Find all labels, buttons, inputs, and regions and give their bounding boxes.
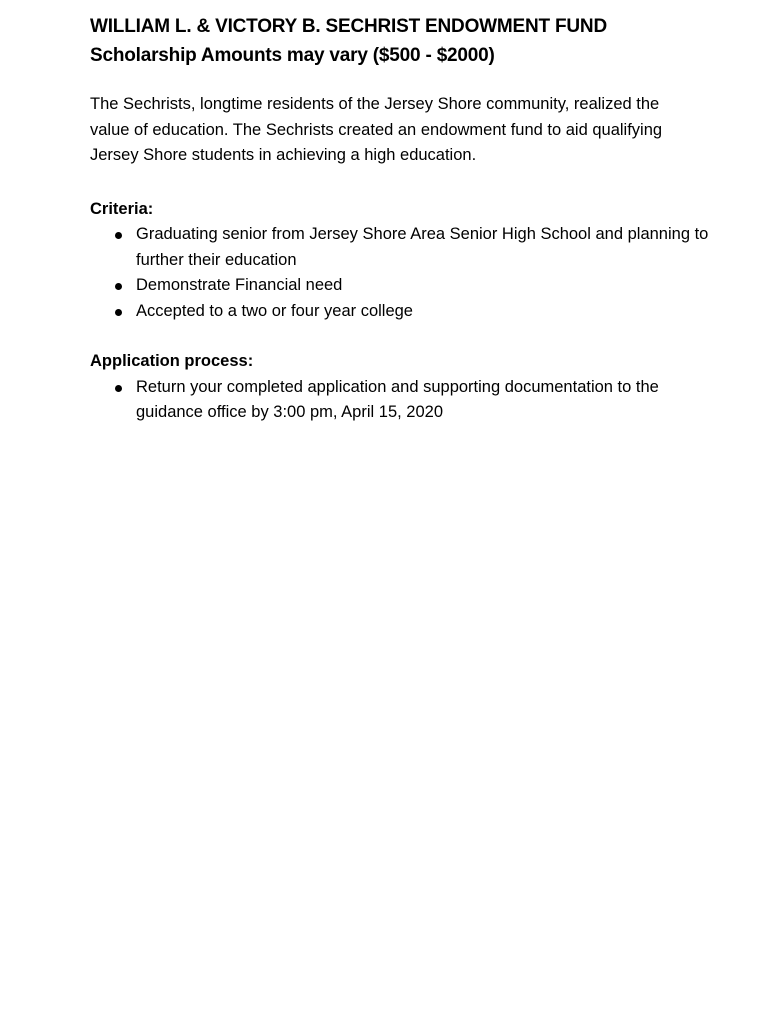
bullet-icon — [115, 385, 122, 392]
bullet-icon — [115, 309, 122, 316]
application-heading: Application process: — [90, 352, 254, 370]
criteria-list — [90, 222, 710, 324]
fund-title: WILLIAM L. & VICTORY B. SECHRIST ENDOWMENT FUND — [90, 16, 607, 37]
intro-paragraph: The Sechrists, longtime residents of the Jersey Shore community, realized the value of education. The Sechrists created an endowment fund to aid qualifying Jersey Shore students in achieving a high education. — [90, 95, 663, 164]
criteria-item — [90, 222, 710, 273]
criteria-heading: Criteria: — [90, 199, 154, 218]
criteria-item-text: Accepted to a two or four year college — [136, 301, 413, 320]
bullet-icon — [115, 283, 122, 290]
amount-subtitle: Scholarship Amounts may vary ($500 - $2000) — [90, 45, 495, 66]
application-item — [90, 375, 710, 426]
criteria-item — [90, 299, 710, 325]
application-list — [90, 375, 710, 426]
criteria-item-text: Graduating senior from Jersey Shore Area Senior High School and planning to further their education — [136, 225, 709, 269]
application-item-text: Return your completed application and supporting documentation to the guidance office by 3:00 pm, April 15, 2020 — [136, 377, 659, 421]
document-content — [90, 12, 710, 426]
criteria-item-text: Demonstrate Financial need — [136, 276, 343, 294]
criteria-item — [90, 273, 710, 299]
bullet-icon — [115, 232, 122, 239]
